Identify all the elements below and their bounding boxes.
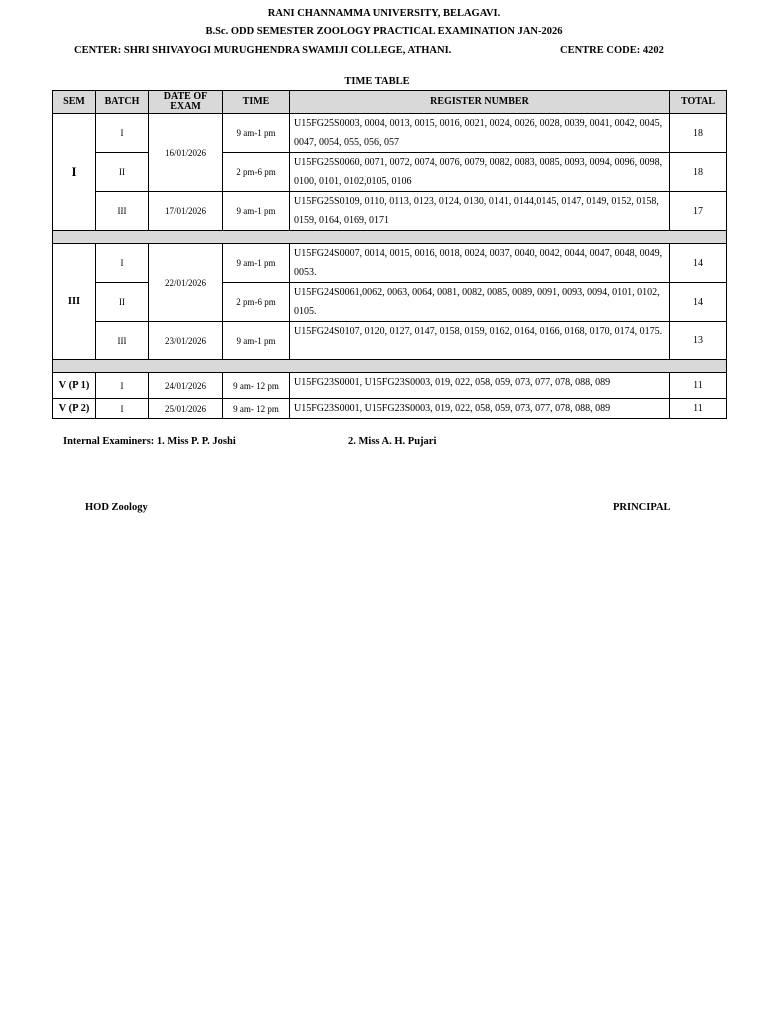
- total-cell: 11: [670, 399, 727, 419]
- separator-row: [53, 231, 727, 244]
- batch-cell: I: [96, 399, 149, 419]
- table-row: [53, 192, 727, 231]
- col-header-total: TOTAL: [670, 91, 727, 114]
- total-cell: 14: [670, 244, 727, 283]
- time-cell: 9 am- 12 pm: [223, 399, 290, 419]
- col-header-time: TIME: [223, 91, 290, 114]
- sem-cell: III: [53, 244, 96, 360]
- sem-cell: V (P 1): [53, 373, 96, 399]
- table-row: [53, 114, 727, 153]
- principal-signature-label: PRINCIPAL: [613, 502, 671, 513]
- col-header-date: DATE OF EXAM: [149, 91, 223, 114]
- time-cell: 9 am- 12 pm: [223, 373, 290, 399]
- header-row: [53, 91, 727, 114]
- table-title: TIME TABLE: [344, 76, 410, 87]
- total-cell: 13: [670, 322, 727, 360]
- total-cell: 14: [670, 283, 727, 322]
- time-cell: 9 am-1 pm: [223, 244, 290, 283]
- date-cell: 17/01/2026: [149, 192, 223, 231]
- total-cell: 17: [670, 192, 727, 231]
- time-cell: 2 pm-6 pm: [223, 283, 290, 322]
- batch-cell: II: [96, 283, 149, 322]
- time-cell: 9 am-1 pm: [223, 192, 290, 231]
- date-cell: 16/01/2026: [149, 114, 223, 192]
- register-cell: U15FG23S0001, U15FG23S0003, 019, 022, 058, 059, 073, 077, 078, 088, 089: [290, 399, 670, 419]
- total-cell: 18: [670, 114, 727, 153]
- col-header-batch: BATCH: [96, 91, 149, 114]
- batch-cell: I: [96, 373, 149, 399]
- center-name: CENTER: SHRI SHIVAYOGI MURUGHENDRA SWAMIJI COLLEGE, ATHANI.: [74, 45, 452, 56]
- centre-code: CENTRE CODE: 4202: [560, 45, 664, 56]
- time-cell: 9 am-1 pm: [223, 114, 290, 153]
- date-cell: 25/01/2026: [149, 399, 223, 419]
- sem-cell: V (P 2): [53, 399, 96, 419]
- time-cell: 2 pm-6 pm: [223, 153, 290, 192]
- register-cell: U15FG24S0007, 0014, 0015, 0016, 0018, 0024, 0037, 0040, 0042, 0044, 0047, 0048, 0049, 0053.: [290, 244, 670, 283]
- date-cell: 24/01/2026: [149, 373, 223, 399]
- total-cell: 18: [670, 153, 727, 192]
- register-cell: U15FG23S0001, U15FG23S0003, 019, 022, 058, 059, 073, 077, 078, 088, 089: [290, 373, 670, 399]
- table-row: [53, 399, 727, 419]
- batch-cell: III: [96, 322, 149, 360]
- table-row: [53, 244, 727, 283]
- hod-signature-label: HOD Zoology: [85, 502, 148, 513]
- batch-cell: I: [96, 114, 149, 153]
- examiner-2: 2. Miss A. H. Pujari: [348, 436, 437, 447]
- batch-cell: I: [96, 244, 149, 283]
- batch-cell: III: [96, 192, 149, 231]
- exam-title: B.Sc. ODD SEMESTER ZOOLOGY PRACTICAL EXAMINATION JAN-2026: [205, 26, 563, 37]
- col-header-register: REGISTER NUMBER: [290, 91, 670, 114]
- total-cell: 11: [670, 373, 727, 399]
- col-header-sem: SEM: [53, 91, 96, 114]
- register-cell: U15FG25S0109, 0110, 0113, 0123, 0124, 0130, 0141, 0144,0145, 0147, 0149, 0152, 0158, 0159, 0164, 0169, 0171: [290, 192, 670, 231]
- date-cell: 22/01/2026: [149, 244, 223, 322]
- time-cell: 9 am-1 pm: [223, 322, 290, 360]
- internal-examiners-label: Internal Examiners: 1. Miss P. P. Joshi: [63, 436, 236, 447]
- register-cell: U15FG25S0060, 0071, 0072, 0074, 0076, 0079, 0082, 0083, 0085, 0093, 0094, 0096, 0098, 0100, 0101, 0102,0105, 0106: [290, 153, 670, 192]
- date-cell: 23/01/2026: [149, 322, 223, 360]
- sem-cell: I: [53, 114, 96, 231]
- university-title: RANI CHANNAMMA UNIVERSITY, BELAGAVI.: [267, 8, 501, 19]
- timetable: [52, 90, 727, 419]
- batch-cell: II: [96, 153, 149, 192]
- register-cell: U15FG24S0061,0062, 0063, 0064, 0081, 0082, 0085, 0089, 0091, 0093, 0094, 0101, 0102, 0105.: [290, 283, 670, 322]
- register-cell: U15FG24S0107, 0120, 0127, 0147, 0158, 0159, 0162, 0164, 0166, 0168, 0170, 0174, 0175.: [290, 322, 670, 360]
- table-row: [53, 373, 727, 399]
- register-cell: U15FG25S0003, 0004, 0013, 0015, 0016, 0021, 0024, 0026, 0028, 0039, 0041, 0042, 0045, 0047, 0054, 055, 056, 057: [290, 114, 670, 153]
- table-row: [53, 322, 727, 360]
- separator-row: [53, 360, 727, 373]
